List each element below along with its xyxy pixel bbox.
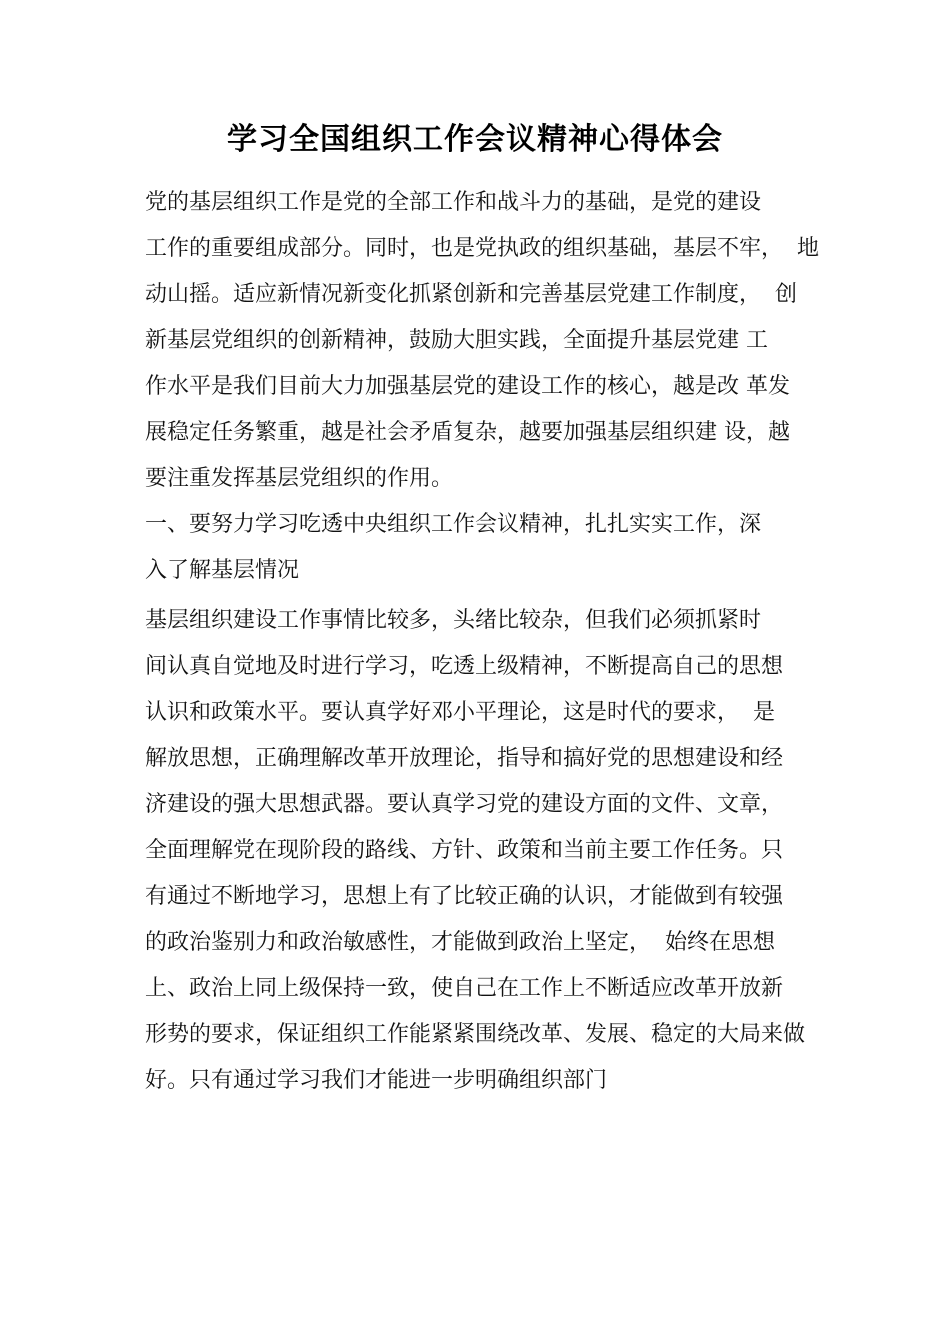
- section-heading-1: [145, 502, 835, 594]
- heading-line: 一、要努力学习吃透中央组织工作会议精神，扎扎实实工作，深: [145, 512, 762, 537]
- paragraph-line: 认识和政策水平。要认真学好邓小平理论，这是时代的要求， 是: [145, 700, 775, 725]
- paragraph-line: 好。只有通过学习我们才能进一步明确组织部门: [145, 1068, 608, 1093]
- heading-line: 入了解基层情况: [145, 558, 300, 583]
- paragraph-line: 展稳定任务繁重，越是社会矛盾复杂，越要加强基层组织建 设，越: [145, 420, 790, 445]
- paragraph-line: 上、政治上同上级保持一致，使自己在工作上不断适应改革开放新: [145, 976, 784, 1001]
- paragraph-line: 形势的要求，保证组织工作能紧紧围绕改革、发展、稳定的大局来做: [145, 1022, 806, 1047]
- paragraph-line: 的政治鉴别力和政治敏感性，才能做到政治上坚定， 始终在思想: [145, 930, 775, 955]
- paragraph-section-1: [145, 598, 835, 1104]
- paragraph-line: 解放思想，正确理解改革开放理论，指导和搞好党的思想建设和经: [145, 746, 784, 771]
- paragraph-line: 工作的重要组成部分。同时，也是党执政的组织基础，基层不牢， 地: [145, 236, 819, 261]
- paragraph-line: 有通过不断地学习，思想上有了比较正确的认识，才能做到有较强: [145, 884, 784, 909]
- paragraph-intro: [145, 180, 835, 502]
- paragraph-line: 动山摇。适应新情况新变化抓紧创新和完善基层党建工作制度， 创: [145, 282, 797, 307]
- paragraph-line: 新基层党组织的创新精神，鼓励大胆实践，全面提升基层党建 工: [145, 328, 768, 353]
- paragraph-line: 间认真自觉地及时进行学习，吃透上级精神，不断提高自己的思想: [145, 654, 784, 679]
- paragraph-line: 党的基层组织工作是党的全部工作和战斗力的基础，是党的建设: [145, 190, 762, 215]
- paragraph-line: 济建设的强大思想武器。要认真学习党的建设方面的文件、文章，: [145, 792, 784, 817]
- document-title: 学习全国组织工作会议精神心得体会: [227, 122, 723, 157]
- paragraph-line: 基层组织建设工作事情比较多，头绪比较杂，但我们必须抓紧时: [145, 608, 762, 633]
- paragraph-line: 要注重发挥基层党组织的作用。: [145, 466, 454, 491]
- paragraph-line: 全面理解党在现阶段的路线、方针、政策和当前主要工作任务。只: [145, 838, 784, 863]
- paragraph-line: 作水平是我们目前大力加强基层党的建设工作的核心，越是改 革发: [145, 374, 790, 399]
